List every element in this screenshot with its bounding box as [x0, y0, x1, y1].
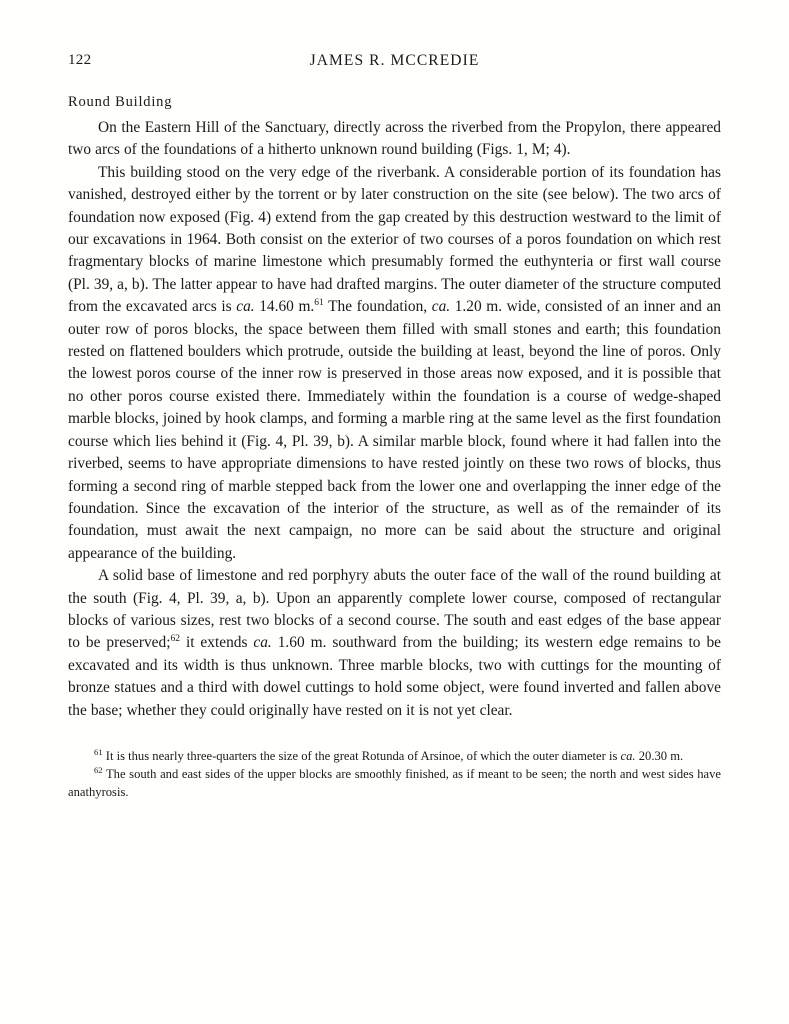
- footnote-number: 62: [94, 765, 103, 776]
- section-heading-text: Round Building: [68, 94, 173, 110]
- footnote-marker-62[interactable]: 62: [170, 634, 180, 645]
- paragraph-1-text: On the Eastern Hill of the Sanctuary, directly across the riverbed from the Propylon, there appeared two arcs of the foundations of a hitherto unknown round building (Figs. 1, M; 4).: [68, 119, 721, 159]
- paragraph-3: [68, 565, 721, 722]
- page-number: 122: [68, 52, 92, 68]
- paragraph-2-continuation: The foundation, ca. 1.20 m. wide, consisted of an inner and an outer row of poros blocks, the space between them filled with small stones and earth; this foundation rested on flattened boulders which protrude, outside the building at least, beyond the line of poros. Only the lowest poros course of the inner row is preserved in those areas now exposed, and it is possible that no other poros course existed there. Immediately within the foundation is a course of wedge-shaped marble blocks, joined by hook clamps, and forming a marble ring at the same level as the first foundation course which lies behind it (Fig. 4, Pl. 39, b). A similar marble block, found where it had fallen into the riverbed, seems to have appropriate dimensions to have rested jointly on these two rows of blocks, thus forming a second ring of marble stepped back from the lower one and overlapping the inner edge of the foundation. Since the excavation of the interior of the structure, as well as of the remainder of its foundation, must await the next campaign, no more can be said about the structure and original appearance of the building.: [68, 298, 721, 562]
- footnote-text: The south and east sides of the upper blocks are smoothly finished, as if meant to be seen; the north and west sides have anathyrosis.: [68, 767, 721, 799]
- paragraph-1: [68, 117, 721, 162]
- footnote-text: It is thus nearly three-quarters the size of the great Rotunda of Arsinoe, of which the outer diameter is ca. 20.30 m.: [105, 748, 684, 763]
- footnote-item: [68, 748, 721, 765]
- running-head: [68, 52, 721, 80]
- paragraph-3-continuation: it extends ca. 1.60 m. southward from the building; its western edge remains to be excavated and its width is thus unknown. Three marble blocks, two with cuttings for the mounting of bronze statues and a third with dowel cuttings to hold some object, were found inverted and fallen above the base; whether they could originally have rested on it is not yet clear.: [68, 634, 721, 719]
- footnote-number: 61: [94, 746, 103, 757]
- section-heading: [68, 94, 721, 111]
- latin-abbrev: ca.: [431, 298, 451, 316]
- paragraph-2: [68, 162, 721, 565]
- paragraph-3-text: A solid base of limestone and red porphyry abuts the outer face of the wall of the round building at the south (Fig. 4, Pl. 39, a, b). Upon an apparently complete lower course, composed of rectangular blocks of various sizes, rest two blocks of a second course. The south and east edges of the base appear to be preserved;: [68, 567, 721, 652]
- latin-abbrev: ca.: [253, 634, 272, 652]
- latin-abbrev: ca.: [620, 748, 636, 763]
- running-head-author: JAMES R. MCCREDIE: [309, 52, 480, 69]
- footnotes-block: [68, 748, 721, 801]
- footnote-item: [68, 766, 721, 801]
- footnote-marker-61[interactable]: 61: [314, 298, 324, 309]
- latin-abbrev: ca.: [236, 298, 255, 316]
- paragraph-2-text: This building stood on the very edge of the riverbank. A considerable portion of its foundation has vanished, destroyed either by the torrent or by later construction on the site (see below). The two arcs of foundation now exposed (Fig. 4) extend from the gap created by this destruction westward to the limit of our excavations in 1964. Both consist on the exterior of two courses of a poros foundation on which rest fragmentary blocks of marine limestone which presumably formed the euthynteria or first wall course (Pl. 39, a, b). The latter appear to have had drafted margins. The outer diameter of the structure computed from the excavated arcs is ca. 14.60 m.: [68, 163, 721, 316]
